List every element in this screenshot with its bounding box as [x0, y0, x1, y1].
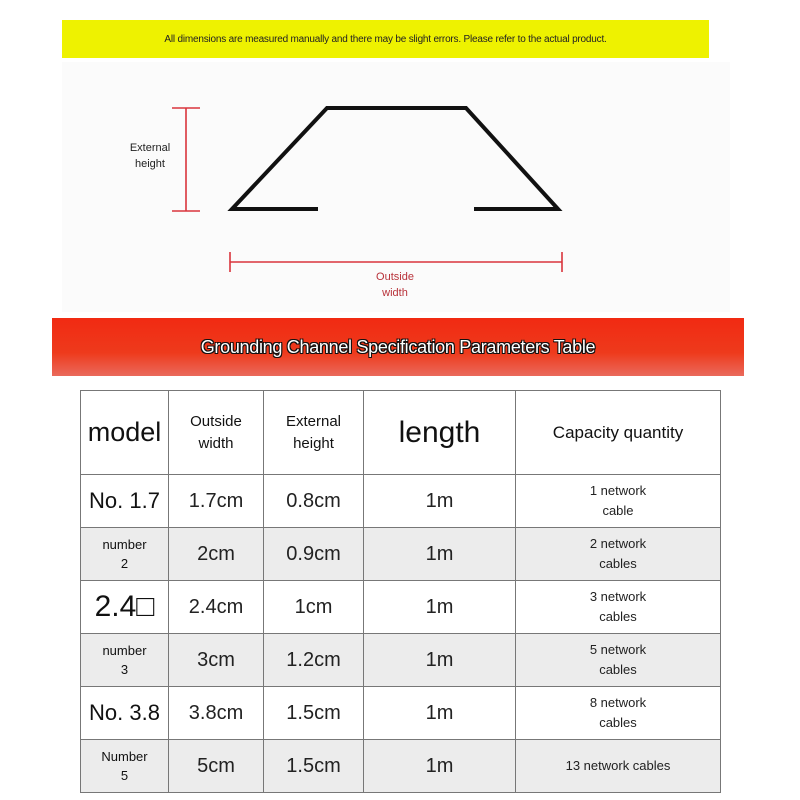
- table-row: [81, 634, 721, 687]
- external-height-label: [126, 140, 174, 172]
- cell-external-height: 1.2cm: [264, 634, 364, 687]
- cell-capacity: 8 network cables: [516, 687, 721, 740]
- header-model: model: [81, 391, 169, 475]
- header-length: length: [364, 391, 516, 475]
- cell-length: 1m: [364, 475, 516, 528]
- cell-capacity: 13 network cables: [516, 740, 721, 793]
- cell-model: number 2: [81, 528, 169, 581]
- cell-external-height: 0.8cm: [264, 475, 364, 528]
- cell-model: Number 5: [81, 740, 169, 793]
- header-capacity: Capacity quantity: [516, 391, 721, 475]
- table-row: [81, 687, 721, 740]
- cell-outside-width: 2.4cm: [169, 581, 264, 634]
- table-row: [81, 475, 721, 528]
- table-title: Grounding Channel Specification Parameters Table: [200, 336, 596, 357]
- outside-width-label-text: Outside width: [376, 271, 414, 299]
- table-title-banner: [52, 318, 744, 376]
- cell-external-height: 1cm: [264, 581, 364, 634]
- cell-external-height: 0.9cm: [264, 528, 364, 581]
- cell-outside-width: 5cm: [169, 740, 264, 793]
- cell-capacity: 3 network cables: [516, 581, 721, 634]
- cell-external-height: 1.5cm: [264, 687, 364, 740]
- specification-table: [80, 390, 721, 793]
- cell-outside-width: 2cm: [169, 528, 264, 581]
- cell-capacity: 1 network cable: [516, 475, 721, 528]
- cell-model: No. 1.7: [81, 475, 169, 528]
- cell-model: number 3: [81, 634, 169, 687]
- cell-outside-width: 3cm: [169, 634, 264, 687]
- table-row: [81, 581, 721, 634]
- cell-model: No. 3.8: [81, 687, 169, 740]
- cell-external-height: 1.5cm: [264, 740, 364, 793]
- channel-profile-outline: [232, 108, 558, 209]
- external-height-label-text: External height: [129, 142, 171, 170]
- cell-outside-width: 1.7cm: [169, 475, 264, 528]
- cell-length: 1m: [364, 528, 516, 581]
- header-external-height: External height: [264, 391, 364, 475]
- table-row: [81, 528, 721, 581]
- cell-length: 1m: [364, 740, 516, 793]
- cell-length: 1m: [364, 687, 516, 740]
- outside-width-label: [365, 269, 425, 301]
- cell-model: 2.4□: [81, 581, 169, 634]
- table-row: [81, 740, 721, 793]
- cell-length: 1m: [364, 634, 516, 687]
- cell-capacity: 2 network cables: [516, 528, 721, 581]
- cell-length: 1m: [364, 581, 516, 634]
- header-outside-width: Outside width: [169, 391, 264, 475]
- cell-outside-width: 3.8cm: [169, 687, 264, 740]
- disclaimer-text: All dimensions are measured manually and there may be slight errors. Please refer to the actual product.: [164, 33, 607, 45]
- table-header-row: [81, 391, 721, 475]
- external-height-dimension: [172, 108, 200, 211]
- cell-capacity: 5 network cables: [516, 634, 721, 687]
